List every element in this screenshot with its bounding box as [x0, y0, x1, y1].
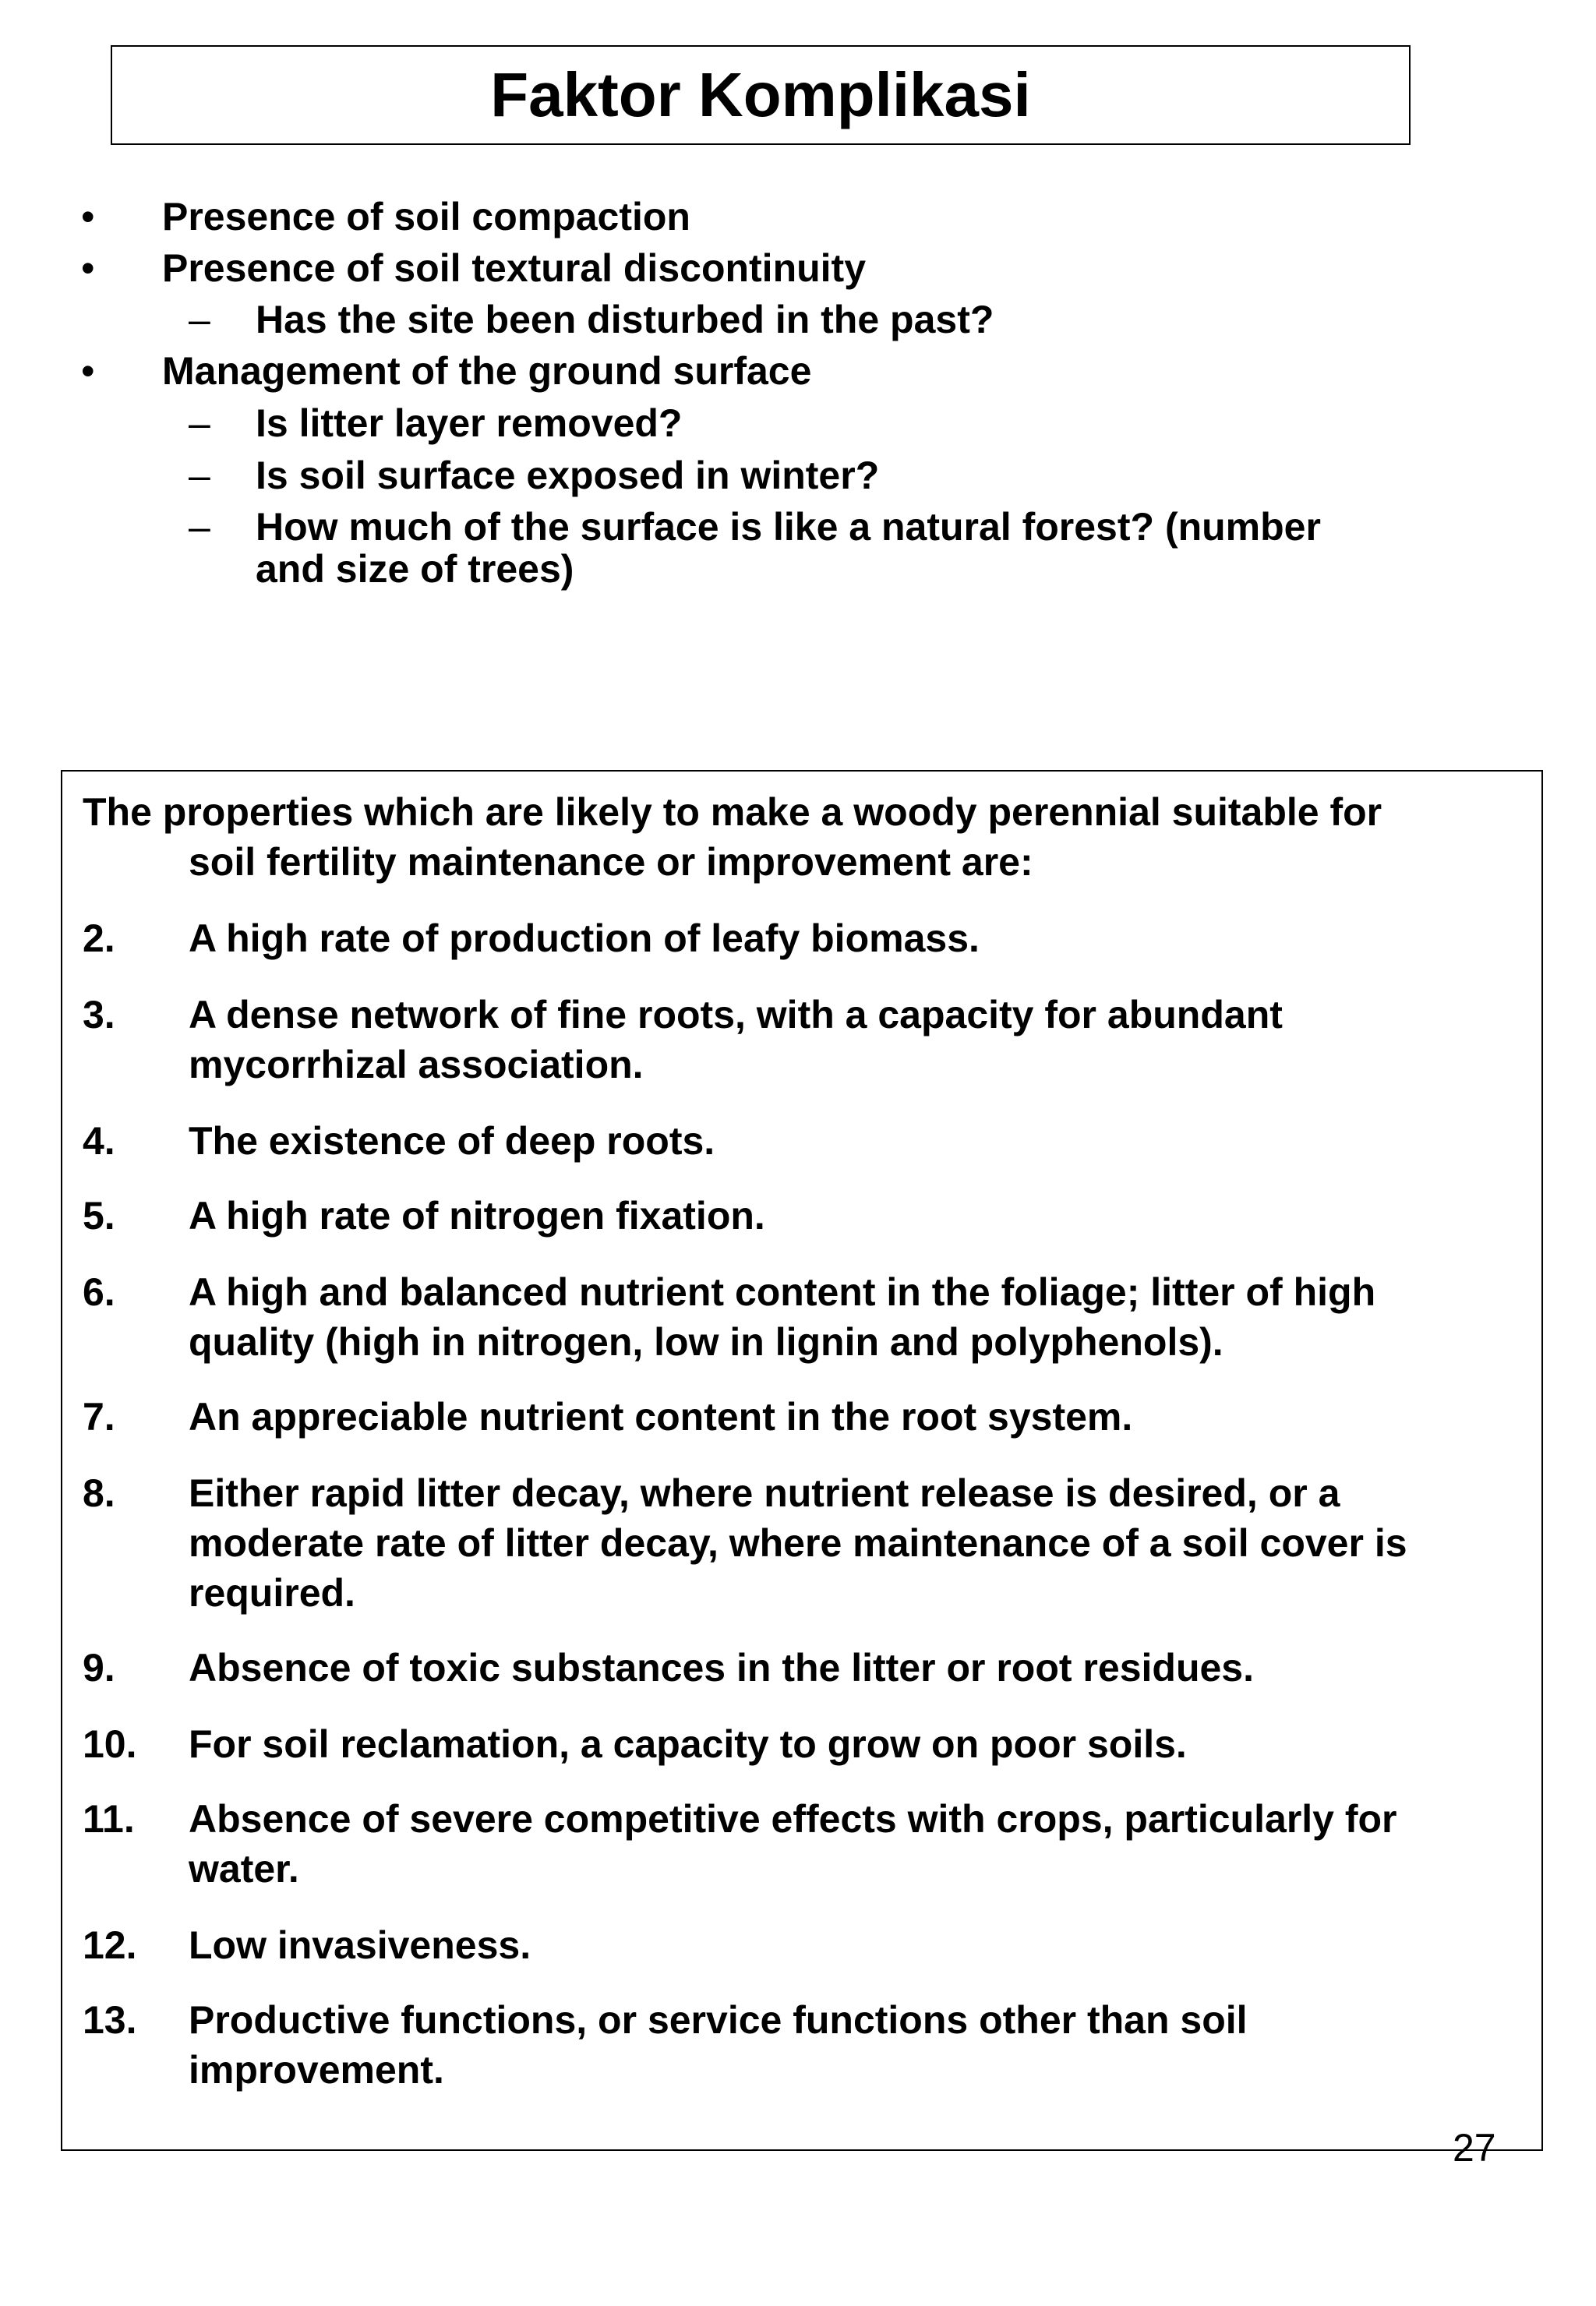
list-item-continuation: mycorrhizal association.	[189, 1043, 644, 1086]
page-title: Faktor Komplikasi	[490, 60, 1031, 129]
list-item-number: 11.	[83, 1797, 135, 1841]
sub-bullet-item-continuation: and size of trees)	[256, 547, 574, 591]
bullet-item: Presence of soil compaction	[162, 195, 690, 238]
list-item: A high rate of production of leafy biomass.	[189, 916, 980, 960]
list-item-continuation: required.	[189, 1571, 355, 1615]
sub-bullet-item: How much of the surface is like a natural forest? (number	[256, 505, 1321, 549]
list-item: Productive functions, or service functions other than soil	[189, 1998, 1248, 2042]
properties-box	[61, 770, 1543, 2151]
list-item-number: 10.	[83, 1722, 137, 1766]
dash-marker: –	[189, 401, 210, 445]
list-item: Either rapid litter decay, where nutrient release is desired, or a	[189, 1471, 1340, 1515]
list-item-number: 3.	[83, 993, 115, 1036]
list-item: Low invasiveness.	[189, 1923, 531, 1967]
dash-marker: –	[189, 298, 210, 341]
title-box	[111, 45, 1411, 145]
list-item: An appreciable nutrient content in the root system.	[189, 1395, 1133, 1439]
list-item-number: 9.	[83, 1646, 115, 1690]
list-item: A high and balanced nutrient content in the foliage; litter of high	[189, 1270, 1376, 1314]
list-item-number: 12.	[83, 1923, 137, 1967]
list-item: Absence of toxic substances in the litter or root residues.	[189, 1646, 1254, 1690]
bullet-item: Presence of soil textural discontinuity	[162, 246, 867, 290]
properties-intro-continuation: soil fertility maintenance or improvement are:	[189, 840, 1033, 884]
list-item-continuation: moderate rate of litter decay, where maintenance of a soil cover is	[189, 1521, 1407, 1565]
list-item-continuation: quality (high in nitrogen, low in lignin and polyphenols).	[189, 1320, 1223, 1364]
list-item: For soil reclamation, a capacity to grow on poor soils.	[189, 1722, 1187, 1766]
sub-bullet-item: Is soil surface exposed in winter?	[256, 454, 880, 497]
bullet-item: Management of the ground surface	[162, 349, 812, 393]
page-number: 27	[1453, 2126, 1496, 2170]
bullet-marker: •	[81, 195, 95, 238]
list-item-number: 7.	[83, 1395, 115, 1439]
list-item: A dense network of fine roots, with a capacity for abundant	[189, 993, 1283, 1036]
dash-marker: –	[189, 454, 210, 497]
list-item-continuation: improvement.	[189, 2048, 444, 2092]
list-item-continuation: water.	[189, 1847, 299, 1891]
sub-bullet-item: Is litter layer removed?	[256, 401, 683, 445]
list-item-number: 6.	[83, 1270, 115, 1314]
sub-bullet-item: Has the site been disturbed in the past?	[256, 298, 994, 341]
dash-marker: –	[189, 505, 210, 549]
list-item: Absence of severe competitive effects with crops, particularly for	[189, 1797, 1397, 1841]
list-item-number: 5.	[83, 1194, 115, 1238]
properties-intro: The properties which are likely to make a woody perennial suitable for	[83, 790, 1382, 834]
list-item-number: 2.	[83, 916, 115, 960]
bullet-marker: •	[81, 246, 95, 290]
bullet-marker: •	[81, 349, 95, 393]
list-item: A high rate of nitrogen fixation.	[189, 1194, 765, 1238]
list-item-number: 8.	[83, 1471, 115, 1515]
list-item: The existence of deep roots.	[189, 1119, 715, 1163]
list-item-number: 13.	[83, 1998, 137, 2042]
list-item-number: 4.	[83, 1119, 115, 1163]
